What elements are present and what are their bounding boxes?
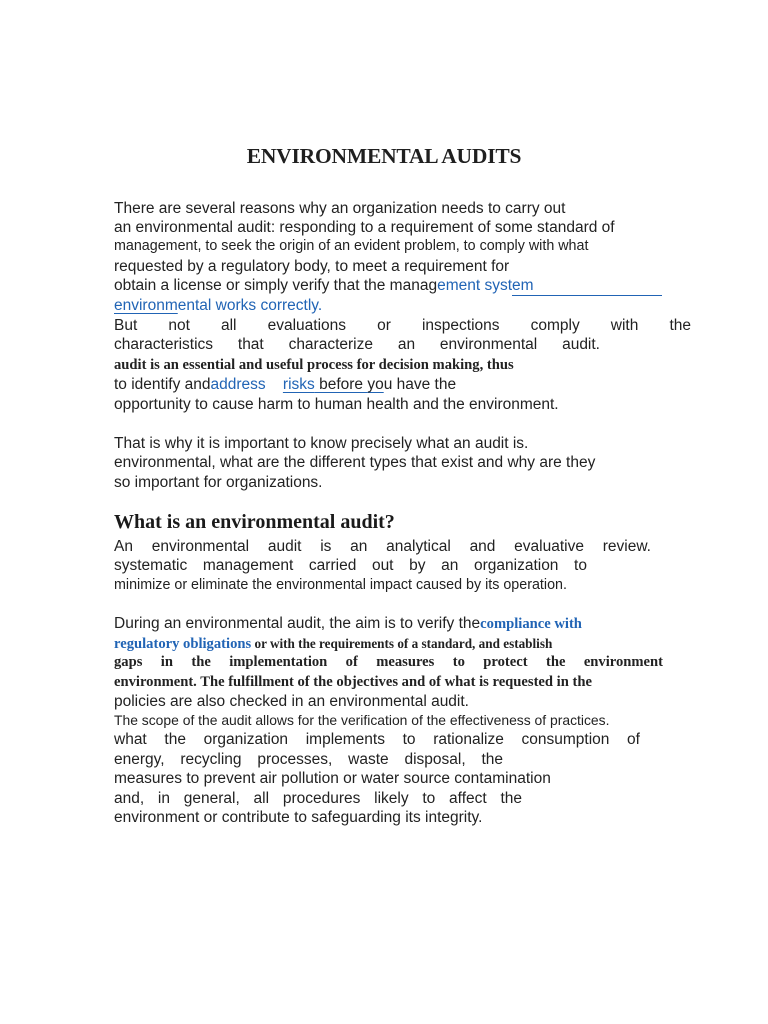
para2-line5: opportunity to cause harm to human health and the environment. bbox=[114, 396, 559, 413]
para3-line1: That is why it is important to know precisely what an audit is. bbox=[114, 435, 529, 452]
para1-line1: There are several reasons why an organization needs to carry out bbox=[114, 200, 566, 217]
address-link[interactable]: address bbox=[210, 376, 266, 393]
para1-line6: environmental works correctly. bbox=[114, 297, 323, 314]
environmental-link[interactable]: environm bbox=[114, 297, 178, 314]
para1-line5: obtain a license or simply verify that the management system bbox=[114, 277, 534, 294]
compliance-link[interactable]: compliance with bbox=[480, 616, 582, 632]
para6-line5: and, in general, all procedures likely to affect the bbox=[114, 790, 522, 807]
para5-line2: regulatory obligations or with the requirements of a standard, and establish bbox=[114, 636, 553, 652]
para3-line2: environmental, what are the different types that exist and why are they bbox=[114, 454, 596, 471]
para2-line4: to identify andaddress risks before you have the bbox=[114, 376, 457, 393]
para4-line2: systematic management carried out by an organization to bbox=[114, 557, 587, 574]
para1-line3: management, to seek the origin of an evident problem, to comply with what bbox=[114, 238, 589, 254]
para6-line6: environment or contribute to safeguarding its integrity. bbox=[114, 809, 483, 826]
regulatory-link[interactable]: regulatory obligations bbox=[114, 636, 252, 652]
para5-line1: During an environmental audit, the aim is to verify thecompliance with bbox=[114, 615, 582, 632]
system-link[interactable]: ement system bbox=[437, 277, 534, 294]
para1-line2: an environmental audit: responding to a requirement of some standard of bbox=[114, 219, 615, 236]
para6-line3: energy, recycling processes, waste disposal, the bbox=[114, 751, 503, 768]
para4-line3: minimize or eliminate the environmental impact caused by its operation. bbox=[114, 577, 567, 593]
para5-line3: gaps in the implementation of measures to protect the environment bbox=[114, 654, 663, 670]
para6-line2: what the organization implements to rationalize consumption of bbox=[114, 731, 640, 748]
risks-link[interactable]: risks bbox=[282, 376, 315, 393]
page-title: ENVIRONMENTAL AUDITS bbox=[246, 144, 522, 168]
section-heading: What is an environmental audit? bbox=[114, 511, 395, 533]
para5-line5: policies are also checked in an environmental audit. bbox=[114, 693, 469, 710]
para5-line4: environment. The fulfillment of the objectives and of what is requested in the bbox=[114, 674, 592, 690]
para6-line1: The scope of the audit allows for the verification of the effectiveness of practices. bbox=[114, 712, 610, 728]
para4-line1: An environmental audit is an analytical and evaluative review. bbox=[114, 538, 651, 555]
para2-line3: audit is an essential and useful process for decision making, thus bbox=[114, 357, 514, 373]
para2-line1: But not all evaluations or inspections comply with the bbox=[114, 317, 691, 334]
link-underline bbox=[512, 295, 662, 296]
para6-line4: measures to prevent air pollution or water source contamination bbox=[114, 770, 551, 787]
para1-line4: requested by a regulatory body, to meet a requirement for bbox=[114, 258, 510, 275]
para3-line3: so important for organizations. bbox=[114, 474, 323, 491]
para2-line2: characteristics that characterize an environmental audit. bbox=[114, 336, 600, 353]
